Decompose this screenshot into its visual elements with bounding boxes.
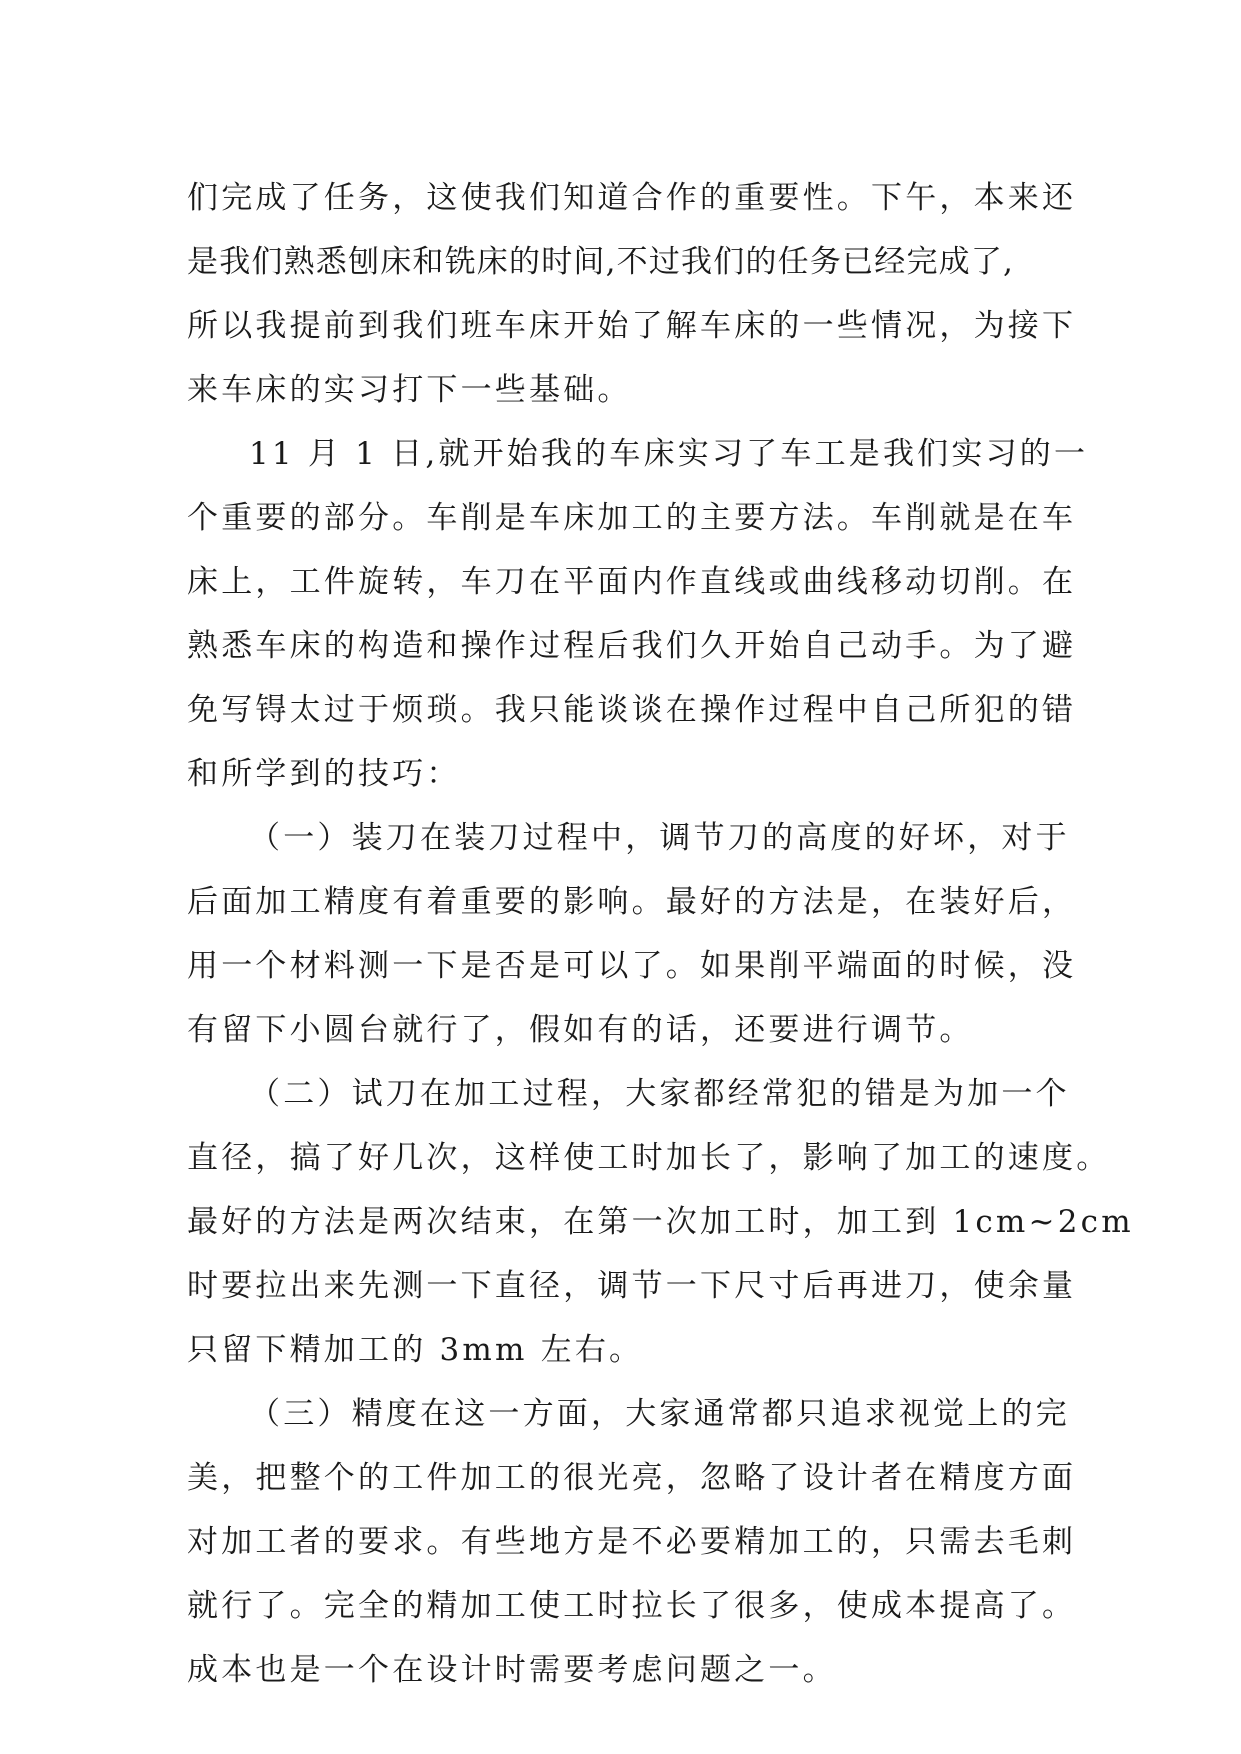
text-line: （一）装刀在装刀过程中，调节刀的高度的好坏，对于 (249, 820, 1070, 856)
text-line: 个重要的部分。车削是车床加工的主要方法。车削就是在车 (187, 500, 1077, 536)
text-line: 时要拉出来先测一下直径，调节一下尺寸后再进刀，使余量 (187, 1268, 1077, 1304)
text-line: 们完成了任务，这使我们知道合作的重要性。下午，本来还 (187, 180, 1077, 216)
text-line: 和所学到的技巧： (187, 756, 461, 792)
text-line: 11 月 1 日,就开始我的车床实习了车工是我们实习的一 (249, 436, 1089, 472)
text-line: 免写锝太过于烦琐。我只能谈谈在操作过程中自己所犯的错 (187, 692, 1077, 728)
text-line: 后面加工精度有着重要的影响。最好的方法是，在装好后， (187, 884, 1077, 920)
text-line: （三）精度在这一方面，大家通常都只追求视觉上的完 (249, 1396, 1070, 1432)
text-line: 对加工者的要求。有些地方是不必要精加工的，只需去毛刺 (187, 1524, 1077, 1560)
body-text (187, 166, 1134, 1702)
text-line: 成本也是一个在设计时需要考虑问题之一。 (187, 1652, 837, 1688)
text-line: 所以我提前到我们班车床开始了解车床的一些情况，为接下 (187, 308, 1077, 344)
text-line: 来车床的实习打下一些基础。 (187, 372, 632, 408)
text-line: 美，把整个的工件加工的很光亮，忽略了设计者在精度方面 (187, 1460, 1077, 1496)
text-line: 是我们熟悉刨床和铣床的时间,不过我们的任务已经完成了, (187, 244, 1015, 280)
text-line: 床上，工件旋转，车刀在平面内作直线或曲线移动切削。在 (187, 564, 1077, 600)
text-line: 有留下小圆台就行了，假如有的话，还要进行调节。 (187, 1012, 974, 1048)
text-line: 熟悉车床的构造和操作过程后我们久开始自己动手。为了避 (187, 628, 1077, 664)
text-line: 就行了。完全的精加工使工时拉长了很多，使成本提高了。 (187, 1588, 1077, 1624)
text-line: 最好的方法是两次结束，在第一次加工时，加工到 1cm~2cm (187, 1204, 1134, 1240)
text-line: 用一个材料测一下是否是可以了。如果削平端面的时候，没 (187, 948, 1077, 984)
text-line: 只留下精加工的 3mm 左右。 (187, 1332, 644, 1368)
text-line: （二）试刀在加工过程，大家都经常犯的错是为加一个 (249, 1076, 1070, 1112)
text-line: 直径，搞了好几次，这样使工时加长了，影响了加工的速度。 (187, 1140, 1111, 1176)
